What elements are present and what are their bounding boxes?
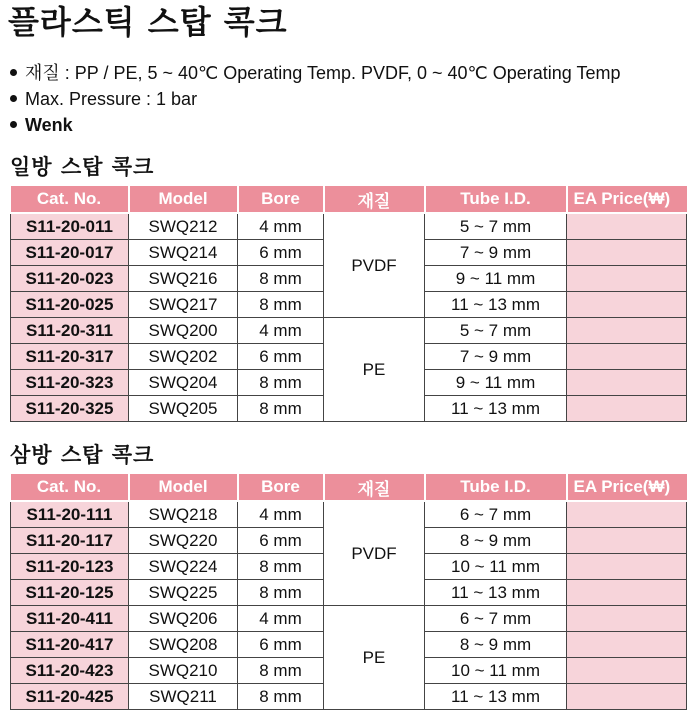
cat-no-cell: S11-20-023 [11, 266, 129, 292]
tube-id-cell: 7 ~ 9 mm [425, 344, 567, 370]
price-cell [567, 396, 687, 422]
bore-cell: 8 mm [238, 580, 324, 606]
spec-table-2 [10, 474, 687, 710]
tube-id-cell: 7 ~ 9 mm [425, 240, 567, 266]
cat-no-cell: S11-20-323 [11, 370, 129, 396]
model-cell: SWQ208 [129, 632, 238, 658]
tube-id-cell: 6 ~ 7 mm [425, 606, 567, 632]
price-cell [567, 370, 687, 396]
cat-no-cell: S11-20-123 [11, 554, 129, 580]
column-header: Bore [238, 186, 324, 213]
column-header: EA Price(₩) [567, 186, 687, 213]
column-header: Model [129, 186, 238, 213]
price-cell [567, 606, 687, 632]
tube-id-cell: 8 ~ 9 mm [425, 632, 567, 658]
cat-no-cell: S11-20-111 [11, 501, 129, 528]
price-cell [567, 292, 687, 318]
section-title-1: 일방 스탑 콕크 [10, 155, 155, 179]
cat-no-cell: S11-20-425 [11, 684, 129, 710]
cat-no-cell: S11-20-017 [11, 240, 129, 266]
bore-cell: 6 mm [238, 344, 324, 370]
tube-id-cell: 11 ~ 13 mm [425, 396, 567, 422]
price-cell [567, 554, 687, 580]
model-cell: SWQ205 [129, 396, 238, 422]
model-cell: SWQ206 [129, 606, 238, 632]
bullet-item: Wenk [10, 112, 621, 138]
tube-id-cell: 6 ~ 7 mm [425, 501, 567, 528]
bore-cell: 6 mm [238, 240, 324, 266]
bore-cell: 8 mm [238, 292, 324, 318]
cat-no-cell: S11-20-117 [11, 528, 129, 554]
column-header: EA Price(₩) [567, 474, 687, 501]
table-row [11, 213, 687, 240]
tube-id-cell: 9 ~ 11 mm [425, 370, 567, 396]
model-cell: SWQ210 [129, 658, 238, 684]
tube-id-cell: 8 ~ 9 mm [425, 528, 567, 554]
cat-no-cell: S11-20-025 [11, 292, 129, 318]
tube-id-cell: 11 ~ 13 mm [425, 684, 567, 710]
bullet-icon [10, 121, 17, 128]
column-header: 재질 [324, 186, 425, 213]
section-title-2: 삼방 스탑 콕크 [10, 443, 155, 467]
price-cell [567, 501, 687, 528]
material-cell: PE [324, 318, 425, 422]
column-header: Model [129, 474, 238, 501]
cat-no-cell: S11-20-125 [11, 580, 129, 606]
price-cell [567, 528, 687, 554]
bore-cell: 8 mm [238, 554, 324, 580]
table-row [11, 501, 687, 528]
bore-cell: 8 mm [238, 658, 324, 684]
price-cell [567, 213, 687, 240]
model-cell: SWQ217 [129, 292, 238, 318]
cat-no-cell: S11-20-411 [11, 606, 129, 632]
bore-cell: 4 mm [238, 318, 324, 344]
model-cell: SWQ216 [129, 266, 238, 292]
model-cell: SWQ220 [129, 528, 238, 554]
bore-cell: 6 mm [238, 528, 324, 554]
bore-cell: 6 mm [238, 632, 324, 658]
bore-cell: 8 mm [238, 266, 324, 292]
bore-cell: 4 mm [238, 213, 324, 240]
material-cell: PVDF [324, 501, 425, 606]
bore-cell: 8 mm [238, 396, 324, 422]
bore-cell: 4 mm [238, 606, 324, 632]
price-cell [567, 684, 687, 710]
table-header-row [11, 186, 687, 213]
bullet-icon [10, 95, 17, 102]
tube-id-cell: 9 ~ 11 mm [425, 266, 567, 292]
cat-no-cell: S11-20-325 [11, 396, 129, 422]
cat-no-cell: S11-20-417 [11, 632, 129, 658]
column-header: Bore [238, 474, 324, 501]
bullet-item: Max. Pressure : 1 bar [10, 86, 621, 112]
cat-no-cell: S11-20-317 [11, 344, 129, 370]
tube-id-cell: 10 ~ 11 mm [425, 658, 567, 684]
table-header-row [11, 474, 687, 501]
price-cell [567, 266, 687, 292]
spec-table-1 [10, 186, 687, 422]
cat-no-cell: S11-20-311 [11, 318, 129, 344]
bullet-item: 재질 : PP / PE, 5 ~ 40℃ Operating Temp. PVDF, 0 ~ 40℃ Operating Temp [10, 60, 621, 86]
model-cell: SWQ212 [129, 213, 238, 240]
column-header: Cat. No. [11, 474, 129, 501]
model-cell: SWQ224 [129, 554, 238, 580]
tube-id-cell: 5 ~ 7 mm [425, 213, 567, 240]
material-cell: PE [324, 606, 425, 710]
price-cell [567, 344, 687, 370]
material-cell: PVDF [324, 213, 425, 318]
bullet-icon [10, 69, 17, 76]
tube-id-cell: 11 ~ 13 mm [425, 292, 567, 318]
price-cell [567, 318, 687, 344]
column-header: Tube I.D. [425, 474, 567, 501]
model-cell: SWQ214 [129, 240, 238, 266]
model-cell: SWQ211 [129, 684, 238, 710]
column-header: Cat. No. [11, 186, 129, 213]
bore-cell: 8 mm [238, 370, 324, 396]
tube-id-cell: 10 ~ 11 mm [425, 554, 567, 580]
cat-no-cell: S11-20-423 [11, 658, 129, 684]
tube-id-cell: 5 ~ 7 mm [425, 318, 567, 344]
column-header: Tube I.D. [425, 186, 567, 213]
model-cell: SWQ204 [129, 370, 238, 396]
model-cell: SWQ218 [129, 501, 238, 528]
model-cell: SWQ200 [129, 318, 238, 344]
spec-bullets [10, 60, 621, 138]
table-row [11, 606, 687, 632]
page-title: 플라스틱 스탑 콕크 [8, 3, 288, 41]
price-cell [567, 632, 687, 658]
table-row [11, 318, 687, 344]
bore-cell: 4 mm [238, 501, 324, 528]
tube-id-cell: 11 ~ 13 mm [425, 580, 567, 606]
bore-cell: 8 mm [238, 684, 324, 710]
column-header: 재질 [324, 474, 425, 501]
price-cell [567, 580, 687, 606]
price-cell [567, 658, 687, 684]
model-cell: SWQ202 [129, 344, 238, 370]
model-cell: SWQ225 [129, 580, 238, 606]
cat-no-cell: S11-20-011 [11, 213, 129, 240]
price-cell [567, 240, 687, 266]
